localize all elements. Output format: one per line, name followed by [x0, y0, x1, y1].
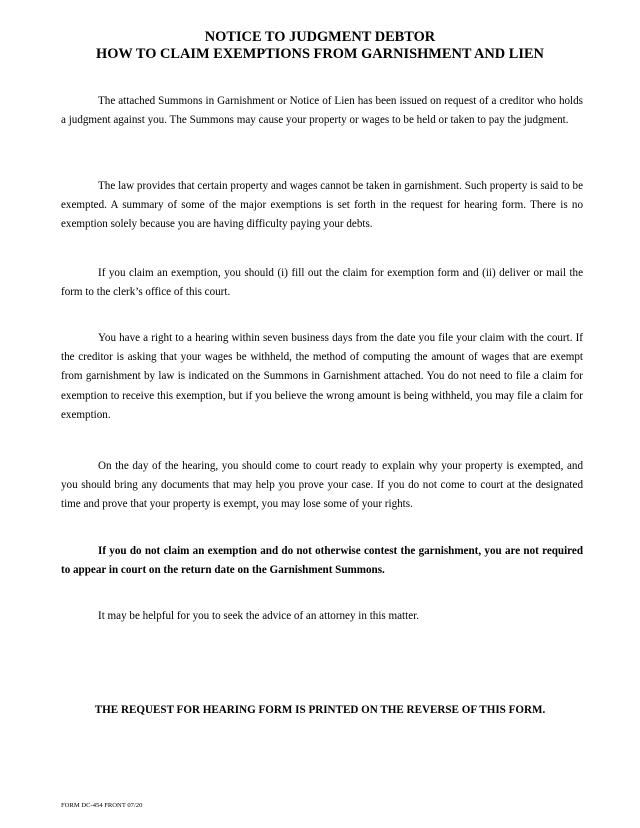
paragraph-summons-notice: The attached Summons in Garnishment or Notice of Lien has been issued on request of a creditor who holds a judgment against you. The Summons may cause your property or wages to be held or taken to pay the judgment. [61, 95, 583, 127]
document-subtitle: HOW TO CLAIM EXEMPTIONS FROM GARNISHMENT AND LIEN [96, 46, 544, 62]
paragraph-claim-exemption: If you claim an exemption, you should (i) fill out the claim for exemption form and (ii) deliver or mail the form to the clerk’s office of this court. [61, 267, 583, 299]
paragraph-attorney-advice: It may be helpful for you to seek the advice of an attorney in this matter. [98, 610, 420, 622]
paragraph-hearing-right: You have a right to a hearing within seven business days from the date you file your claim with the court. If the creditor is asking that your wages be withheld, the method of computing the amount of wages that are exempt from garnishment by law is indicated on the Summons in Garnishment attached. You do not need to file a claim for exemption to receive this exemption, but if you believe the wrong amount is being withheld, you may file a claim for exemption. [61, 332, 583, 421]
document-title: NOTICE TO JUDGMENT DEBTOR [204, 29, 436, 45]
paragraph-exemptions-law: The law provides that certain property and wages cannot be taken in garnishment. Such property is said to be exempted. A summary of some of the major exemptions is set forth in the request for hearing form. There is no exemption solely because you are having difficulty paying your debts. [61, 180, 583, 231]
form-identifier: FORM DC-454 FRONT 07/20 [61, 802, 143, 809]
paragraph-no-appearance-required: If you do not claim an exemption and do not otherwise contest the garnishment, you are not required to appear in court on the return date on the Garnishment Summons. [61, 545, 583, 577]
paragraph-hearing-day: On the day of the hearing, you should come to court ready to explain why your property is exempted, and you should bring any documents that may help you prove your case. If you do not come to court at the designated time and prove that your property is exempt, you may lose some of your rights. [61, 460, 583, 511]
reverse-side-notice: THE REQUEST FOR HEARING FORM IS PRINTED ON THE REVERSE OF THIS FORM. [94, 704, 546, 716]
